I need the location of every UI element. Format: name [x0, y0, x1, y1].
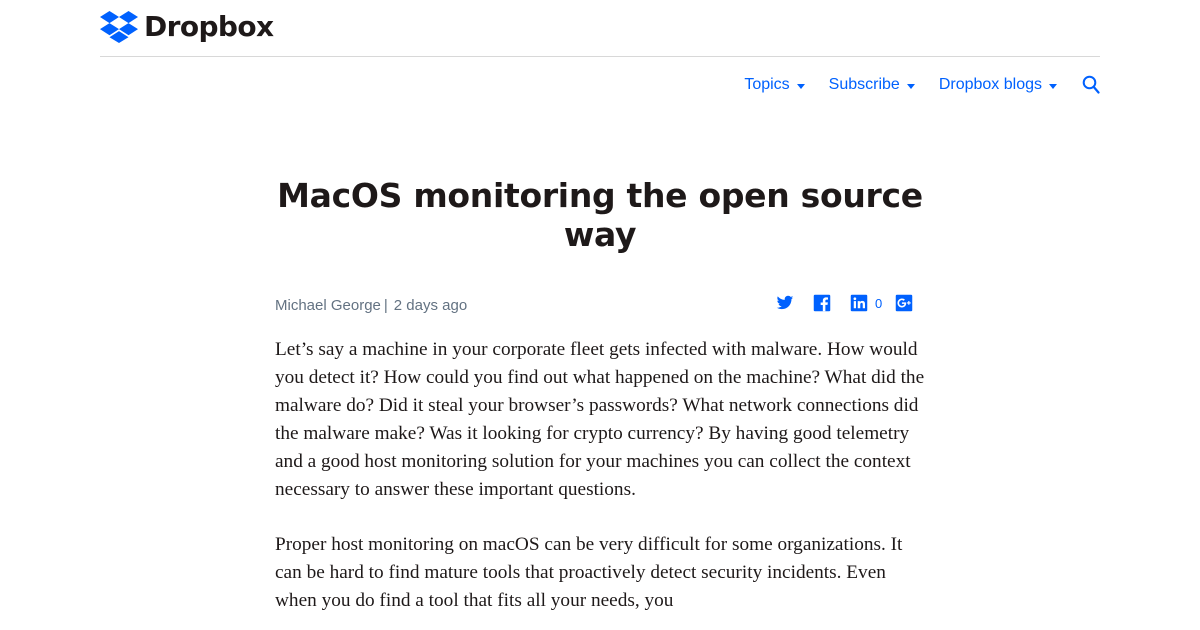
google-plus-icon[interactable]: [895, 294, 913, 312]
dropbox-logo-icon: [100, 11, 138, 43]
nav-item-label: Topics: [744, 76, 790, 93]
twitter-icon[interactable]: [776, 294, 794, 312]
logo-wordmark: Dropbox: [144, 10, 274, 43]
post-date: 2 days ago: [393, 296, 468, 314]
post-title: MacOS monitoring the open source way: [277, 176, 923, 254]
post-body: [275, 336, 930, 630]
nav-item-label: Subscribe: [828, 76, 900, 93]
dropbox-logo[interactable]: [100, 11, 273, 43]
meta-separator: |: [383, 296, 388, 314]
linkedin-share-count: 0: [875, 295, 883, 311]
caret-down-icon: [797, 84, 805, 89]
author-name[interactable]: Michael George: [275, 296, 381, 314]
linkedin-icon[interactable]: [850, 294, 868, 312]
post-paragraph: Proper host monitoring on macOS can be very difficult for some organizations. It can be hard to find mature tools that proactively detect security incidents. Even when you do find a tool that fits all your needs, you: [275, 534, 903, 611]
nav-item-subscribe[interactable]: [829, 76, 915, 94]
caret-down-icon: [907, 84, 915, 89]
search-icon[interactable]: [1082, 75, 1100, 95]
caret-down-icon: [1049, 84, 1057, 89]
nav-item-label: Dropbox blogs: [938, 76, 1042, 93]
top-nav: [720, 72, 1100, 98]
post-meta: [275, 295, 467, 315]
nav-item-dropbox-blogs[interactable]: [939, 76, 1057, 94]
site-header: [100, 0, 1100, 57]
nav-item-topics[interactable]: [744, 76, 804, 94]
facebook-icon[interactable]: [813, 294, 831, 312]
post-paragraph: Let’s say a machine in your corporate fleet gets infected with malware. How would you detect it? How could you find out what happened on the machine? What did the malware do? Did it steal your browser’s passwords? What network connections did the malware make? Was it looking for crypto currency? By having good telemetry and a good host monitoring solution for your machines you can collect the context necessary to answer these important questions.: [275, 339, 925, 500]
share-bar: [776, 294, 913, 312]
